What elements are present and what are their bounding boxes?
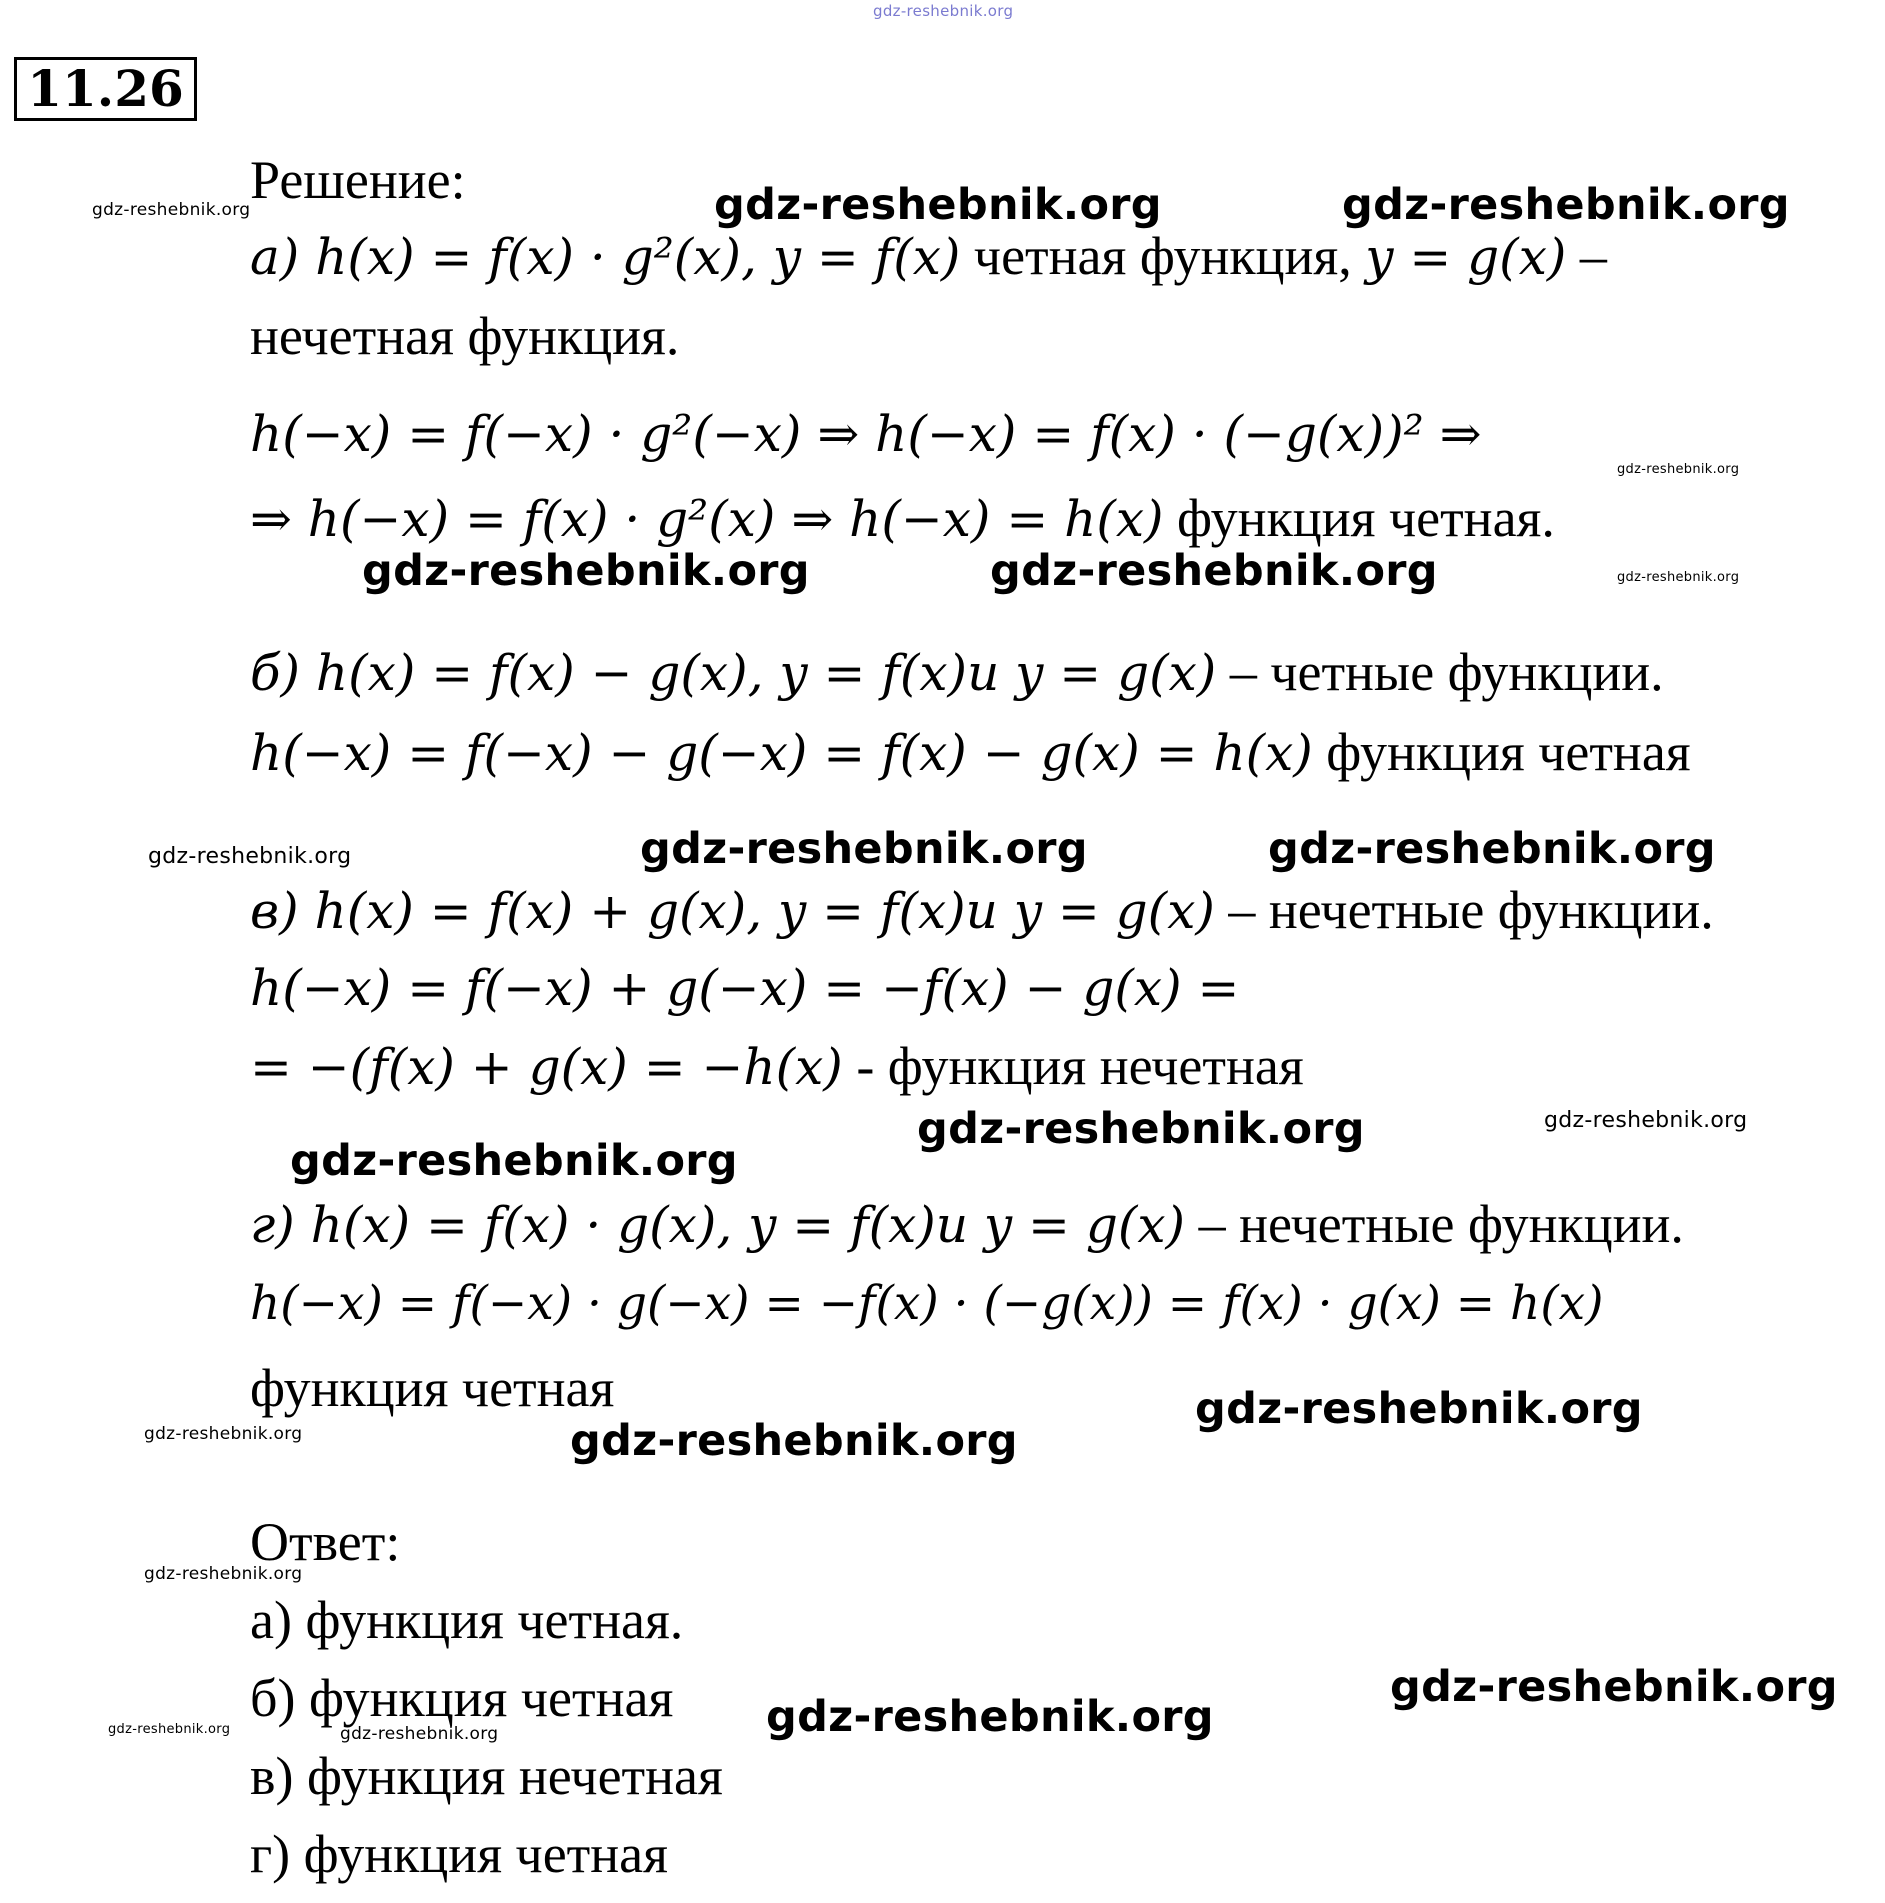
watermark: gdz-reshebnik.org — [108, 1722, 231, 1737]
top-watermark: gdz-reshebnik.org — [873, 2, 1014, 20]
watermark: gdz-reshebnik.org — [570, 1416, 1018, 1466]
watermark: gdz-reshebnik.org — [144, 1564, 303, 1584]
part-a-line4-math: ⇒ h(−x) = f(x) · g²(x) ⇒ h(−x) = h(x) — [250, 490, 1164, 548]
watermark: gdz-reshebnik.org — [362, 546, 810, 596]
part-g-line3: функция четная — [250, 1358, 615, 1418]
watermark: gdz-reshebnik.org — [1390, 1662, 1838, 1712]
watermark: gdz-reshebnik.org — [144, 1424, 303, 1444]
part-g-line1-text: – нечетные функции. — [1185, 1194, 1684, 1254]
watermark: gdz-reshebnik.org — [917, 1104, 1365, 1154]
answer-b: б) функция четная — [250, 1668, 674, 1728]
watermark: gdz-reshebnik.org — [990, 546, 1438, 596]
answer-a: а) функция четная. — [250, 1590, 684, 1650]
watermark: gdz-reshebnik.org — [148, 844, 352, 869]
part-b-line1-text: – четные функции. — [1216, 642, 1664, 702]
watermark: gdz-reshebnik.org — [1342, 180, 1790, 230]
part-a-line2: нечетная функция. — [250, 306, 680, 366]
part-b-line2-math: h(−x) = f(−x) − g(−x) = f(x) − g(x) = h(x) — [250, 724, 1313, 782]
answer-v: в) функция нечетная — [250, 1746, 723, 1806]
solution-heading: Решение: — [250, 150, 466, 210]
problem-number: 11.26 — [14, 57, 197, 121]
part-a-line1-text: четная функция, — [960, 226, 1366, 286]
part-b-line2-text: функция четная — [1312, 722, 1691, 782]
watermark: gdz-reshebnik.org — [340, 1724, 499, 1744]
part-a-line1-math2: y = g(x) — [1365, 228, 1567, 286]
watermark: gdz-reshebnik.org — [714, 180, 1162, 230]
part-v-line3-math: = −(f(x) + g(x) = −h(x) — [250, 1038, 843, 1096]
part-v-line2: h(−x) = f(−x) + g(−x) = −f(x) − g(x) = — [250, 959, 1240, 1017]
part-v-line1-text: – нечетные функции. — [1214, 880, 1714, 940]
part-g-line2: h(−x) = f(−x) · g(−x) = −f(x) · (−g(x)) = f(x) · g(x) = h(x) — [250, 1276, 1604, 1331]
watermark: gdz-reshebnik.org — [1268, 824, 1716, 874]
part-v-line1-math: в) h(x) = f(x) + g(x), y = f(x)и y = g(x) — [250, 882, 1215, 940]
watermark: gdz-reshebnik.org — [1544, 1108, 1748, 1133]
part-a-line1-math: а) h(x) = f(x) · g²(x), y = f(x) — [250, 228, 961, 286]
part-g-line1-math: г) h(x) = f(x) · g(x), y = f(x)и y = g(x) — [250, 1196, 1186, 1254]
watermark: gdz-reshebnik.org — [766, 1692, 1214, 1742]
part-v-line3-text: - функция нечетная — [842, 1036, 1304, 1096]
watermark: gdz-reshebnik.org — [92, 200, 251, 220]
part-a-line1-tail: – — [1566, 226, 1607, 286]
part-a-line4 — [250, 486, 1555, 551]
part-a-line1 — [250, 224, 1607, 289]
watermark: gdz-reshebnik.org — [1617, 570, 1740, 585]
watermark: gdz-reshebnik.org — [1195, 1384, 1643, 1434]
watermark: gdz-reshebnik.org — [640, 824, 1088, 874]
part-a-line4-text: функция четная. — [1163, 488, 1555, 548]
part-b-line1 — [250, 640, 1664, 705]
answer-heading: Ответ: — [250, 1512, 401, 1572]
answer-g: г) функция четная — [250, 1824, 668, 1884]
part-a-line3: h(−x) = f(−x) · g²(−x) ⇒ h(−x) = f(x) · (−g(x))² ⇒ — [250, 405, 1482, 463]
watermark: gdz-reshebnik.org — [1617, 462, 1740, 477]
part-v-line3 — [250, 1034, 1304, 1099]
part-v-line1 — [250, 878, 1714, 943]
part-b-line1-math: б) h(x) = f(x) − g(x), y = f(x)и y = g(x) — [250, 644, 1217, 702]
watermark: gdz-reshebnik.org — [290, 1136, 738, 1186]
part-g-line1 — [250, 1192, 1684, 1257]
part-b-line2 — [250, 720, 1691, 785]
